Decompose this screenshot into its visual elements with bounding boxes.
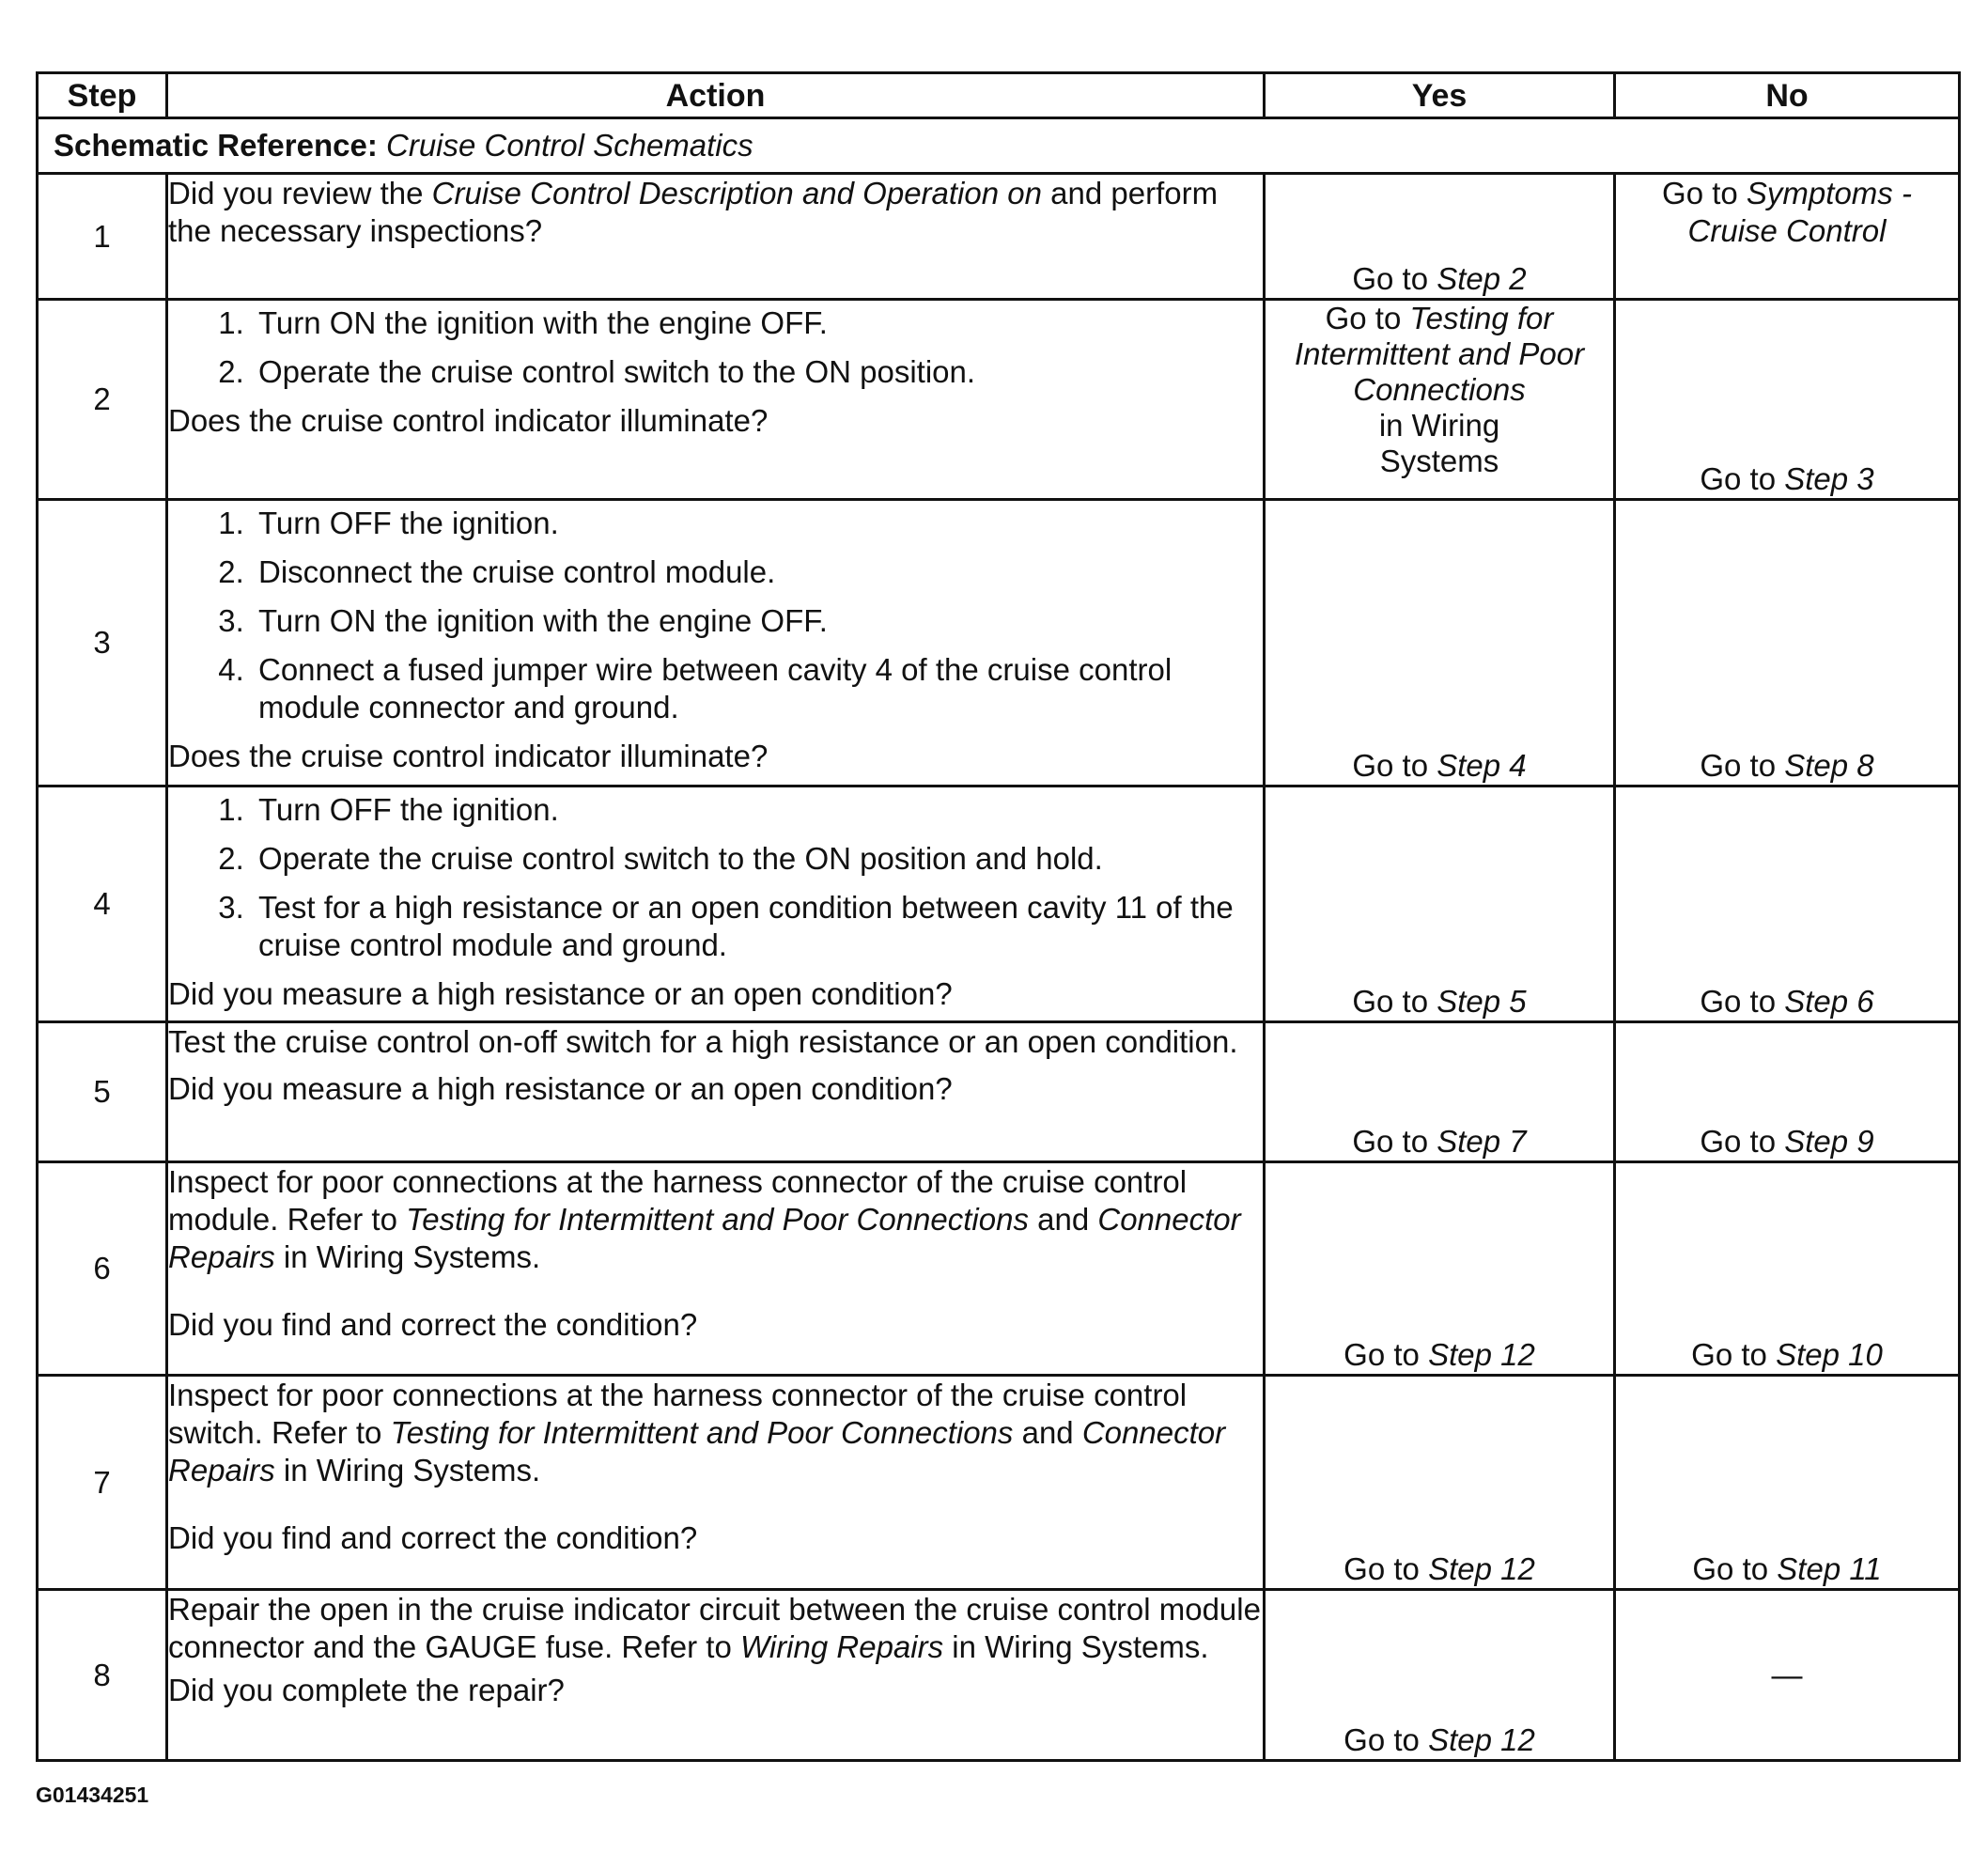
table-row [38, 1590, 1960, 1761]
yes-step-link: Step 12 [1428, 1722, 1535, 1757]
no-cell: Go to Step 10 [1615, 1162, 1960, 1376]
yes-cell: Go to Step 12 [1265, 1162, 1615, 1376]
action-text: Did you review the [168, 176, 424, 210]
yes-cell: Go to Step 2 [1265, 174, 1615, 300]
action-item: 1. Turn OFF the ignition. [253, 505, 1263, 542]
step-number: 2 [38, 300, 167, 500]
schematic-reference-label: Schematic Reference: [54, 128, 378, 163]
action-cell [167, 500, 1265, 787]
action-cell: Inspect for poor connections at the harness connector of the cruise control module. Refer to Testing for Intermittent and Poor Connections and Connector Repairs in Wiring Systems. Did you find and correct the condition? [167, 1162, 1265, 1376]
action-text: in Wiring Systems. [952, 1629, 1209, 1664]
yes-cell: Go to Step 5 [1265, 787, 1615, 1022]
yes-step-link: Testing for [1409, 301, 1554, 335]
action-text: Test the cruise control on-off switch for a high resistance or an open condition. [168, 1024, 1238, 1059]
no-step-link: Step 10 [1776, 1337, 1883, 1372]
action-reference: Testing for Intermittent and Poor Connections [390, 1415, 1014, 1450]
action-reference: Wiring Repairs [740, 1629, 944, 1664]
action-item: 3. Test for a high resistance or an open condition between cavity 11 of the cruise control module and ground. [253, 889, 1263, 964]
yes-step-link: Step 7 [1437, 1124, 1527, 1159]
no-cell: Go to Symptoms - Cruise Control [1615, 174, 1960, 300]
figure-id: G01434251 [36, 1783, 149, 1807]
action-question: Did you measure a high resistance or an open condition? [168, 976, 953, 1011]
action-cell [167, 174, 1265, 300]
no-cell: Go to Step 6 [1615, 787, 1960, 1022]
action-text: Repair the open in the cruise indicator circuit between the cruise control module connector and the GAUGE fuse. Refer to [168, 1592, 1261, 1664]
action-text: and perform the necessary inspections? [168, 176, 1219, 248]
action-item: 4. Connect a fused jumper wire between cavity 4 of the cruise control module connector and ground. [253, 651, 1263, 726]
action-reference: Cruise Control Description and Operation on [431, 176, 1042, 210]
table-row [38, 787, 1960, 1022]
yes-cell: Go to Step 12 [1265, 1376, 1615, 1590]
no-cell: Go to Step 3 [1615, 300, 1960, 500]
schematic-reference-row [38, 118, 1960, 174]
action-reference: Connector Repairs [168, 1415, 1226, 1487]
action-question: Did you measure a high resistance or an open condition? [168, 1071, 953, 1106]
no-cell: Go to Step 8 [1615, 500, 1960, 787]
action-item: 2. Disconnect the cruise control module. [253, 553, 1263, 591]
action-item: 2. Operate the cruise control switch to the ON position and hold. [253, 840, 1263, 878]
yes-cell: Go to Step 7 [1265, 1022, 1615, 1162]
action-question: Does the cruise control indicator illuminate? [168, 403, 769, 438]
yes-step-link: Step 12 [1428, 1551, 1535, 1586]
no-step-link: Step 6 [1784, 984, 1874, 1019]
yes-step-link: Step 5 [1437, 984, 1527, 1019]
schematic-reference-link: Cruise Control Schematics [386, 128, 753, 163]
diagnostic-table [36, 71, 1961, 1762]
header-yes: Yes [1265, 73, 1615, 118]
step-number: 1 [38, 174, 167, 300]
step-number: 7 [38, 1376, 167, 1590]
table-row [38, 1376, 1960, 1590]
action-text: Inspect for poor connections at the harness connector of the cruise control module. Refer to [168, 1164, 1188, 1237]
action-item: 1. Turn ON the ignition with the engine OFF. [253, 304, 1263, 342]
no-step-link: Step 9 [1784, 1124, 1874, 1159]
table-row [38, 1162, 1960, 1376]
action-cell [167, 1022, 1265, 1162]
no-cell: Go to Step 9 [1615, 1022, 1960, 1162]
action-item: 2. Operate the cruise control switch to the ON position. [253, 353, 1263, 391]
header-no: No [1615, 73, 1960, 118]
step-number: 8 [38, 1590, 167, 1761]
schematic-reference [38, 118, 1960, 174]
no-step-link: Cruise Control [1687, 213, 1887, 248]
step-number: 3 [38, 500, 167, 787]
action-item: 1. Turn OFF the ignition. [253, 791, 1263, 829]
action-text: Inspect for poor connections at the harness connector of the cruise control switch. Refer to [168, 1378, 1188, 1450]
header-row [38, 73, 1960, 118]
yes-step-link: Step 4 [1437, 748, 1527, 783]
yes-step-link: Step 2 [1437, 261, 1527, 296]
action-reference: Testing for Intermittent and Poor Connections [406, 1202, 1029, 1237]
table-row [38, 500, 1960, 787]
action-question: Did you find and correct the condition? [168, 1307, 698, 1342]
yes-step-link: Intermittent and Poor [1294, 336, 1585, 371]
table-row [38, 1022, 1960, 1162]
yes-cell: Go to Testing for Intermittent and Poor Connections in Wiring Systems [1265, 300, 1615, 500]
step-number: 6 [38, 1162, 167, 1376]
action-reference: Connector Repairs [168, 1202, 1241, 1274]
action-question: Did you complete the repair? [168, 1673, 565, 1707]
action-cell: Inspect for poor connections at the harness connector of the cruise control switch. Refer to Testing for Intermittent and Poor Connections and Connector Repairs in Wiring Systems. Did you find and correct the condition? [167, 1376, 1265, 1590]
action-question: Does the cruise control indicator illuminate? [168, 739, 769, 773]
action-item: 3. Turn ON the ignition with the engine OFF. [253, 602, 1263, 640]
action-text: in Wiring Systems. [283, 1239, 541, 1274]
no-step-link: Step 3 [1784, 461, 1874, 496]
step-number: 5 [38, 1022, 167, 1162]
yes-step-link: Step 12 [1428, 1337, 1535, 1372]
table-row [38, 174, 1960, 300]
action-cell [167, 1590, 1265, 1761]
action-question: Did you find and correct the condition? [168, 1520, 698, 1555]
action-cell [167, 787, 1265, 1022]
no-step-link: Step 11 [1777, 1551, 1882, 1586]
action-text: in Wiring Systems. [283, 1453, 541, 1487]
no-step-link: Step 8 [1784, 748, 1874, 783]
action-cell [167, 300, 1265, 500]
yes-step-link: Connections [1353, 372, 1526, 407]
header-action: Action [167, 73, 1265, 118]
no-cell: — [1615, 1590, 1960, 1761]
step-number: 4 [38, 787, 167, 1022]
no-cell: Go to Step 11 [1615, 1376, 1960, 1590]
yes-cell: Go to Step 4 [1265, 500, 1615, 787]
header-step: Step [38, 73, 167, 118]
table-row [38, 300, 1960, 500]
no-step-link: Symptoms - [1746, 176, 1912, 210]
yes-cell: Go to Step 12 [1265, 1590, 1615, 1761]
